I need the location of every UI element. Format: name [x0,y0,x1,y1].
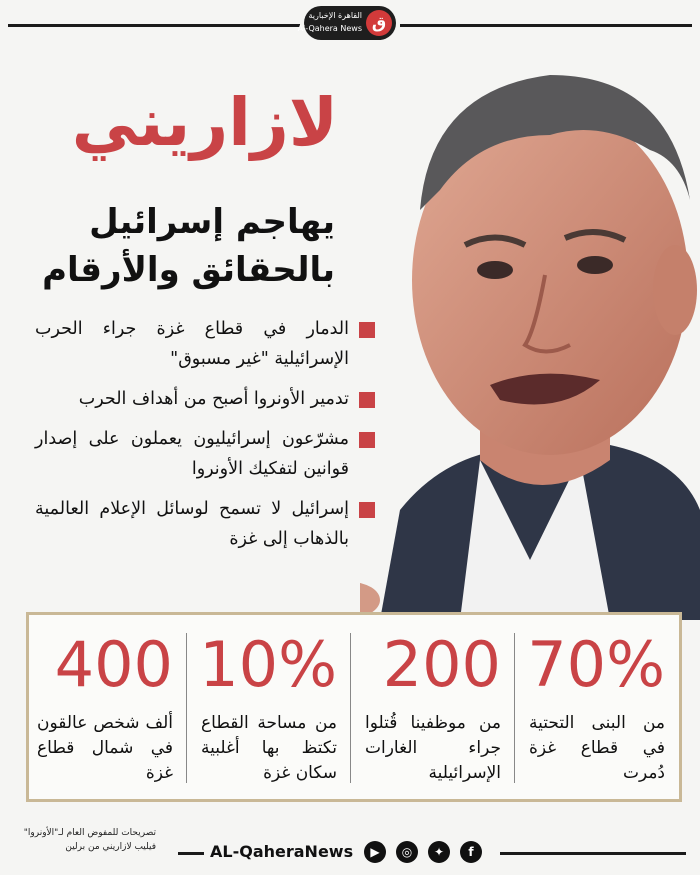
bullet-square-icon [359,432,375,448]
bullet-text: مشرّعون إسرائيليون يعملون على إصدار قوانين لتفكيك الأونروا [35,429,349,479]
bullet-item [35,384,375,414]
bullet-list [35,314,375,564]
stat-description: ألف شخص عالقون في شمال قطاع غزة [37,713,173,783]
stats-panel [26,612,682,802]
stat-description: من البنى التحتية في قطاع غزة دُمرت [529,713,665,783]
logo-arabic-text: القاهرة الإخبارية [308,11,362,20]
portrait-photo [360,40,700,620]
stat-item [23,615,187,799]
twitter-icon[interactable]: ✦ [428,841,450,863]
bullet-item [35,314,375,374]
instagram-icon[interactable]: ◎ [396,841,418,863]
headline-subtitle-line2: بالحقائق والأرقام [42,250,335,290]
stat-item [351,615,515,799]
bullet-square-icon [359,392,375,408]
footer-divider-right [500,852,686,855]
top-divider-left [8,24,300,27]
bullet-item [35,494,375,554]
bullet-square-icon [359,502,375,518]
stat-item [515,615,679,799]
headline-subtitle-line1: يهاجم إسرائيل [89,202,335,242]
stat-description: من مساحة القطاع تكتظ بها أغلبية سكان غزة [201,713,337,783]
stat-description: من موظفينا قُتلوا جراء الغارات الإسرائيلية [365,713,501,783]
stat-value: 70% [527,628,665,701]
source-note-line1: تصريحات للمفوض العام لـ"الأونروا" [23,828,156,838]
footer-divider-left [178,852,204,855]
youtube-icon[interactable]: ▶ [364,841,386,863]
stat-value: 200 [382,628,501,701]
logo-english-text: Al-Qahera News [297,24,362,33]
stat-value: 400 [54,628,173,701]
stat-item [187,615,351,799]
stat-value: 10% [199,628,337,701]
source-note [16,826,156,854]
bullet-text: الدمار في قطاع غزة جراء الحرب الإسرائيلية "غير مسبوق" [35,319,349,369]
top-divider-right [400,24,692,27]
bullet-text: تدمير الأونروا أصبح من أهداف الحرب [78,389,349,409]
logo-mark-icon: ق [366,10,392,36]
bullet-text: إسرائيل لا تسمح لوسائل الإعلام العالمية بالذهاب إلى غزة [35,499,349,549]
bullet-item [35,424,375,484]
source-note-line2: فيليب لازاريني من برلين [65,842,156,852]
bullet-square-icon [359,322,375,338]
footer-brand: AL-QaheraNews [210,842,354,861]
channel-logo [297,6,396,40]
headline-title: لازاريني [71,84,338,161]
facebook-icon[interactable]: f [460,841,482,863]
